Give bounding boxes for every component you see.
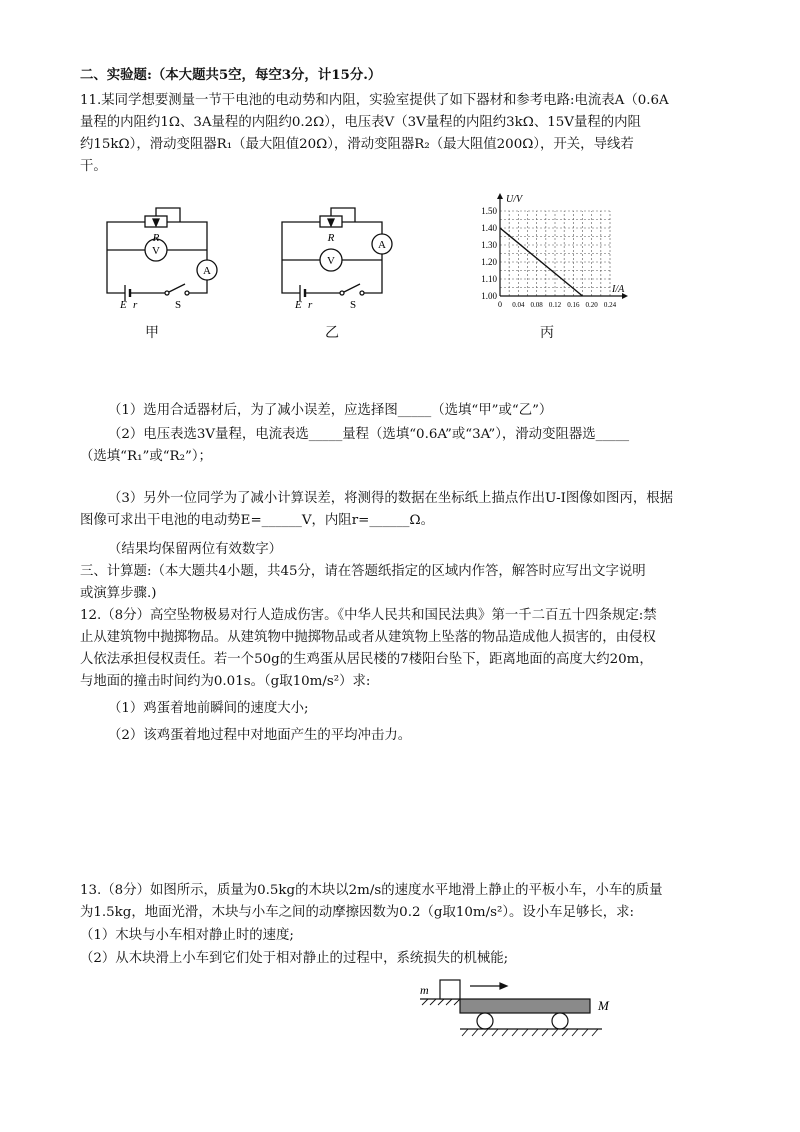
cart-mass-label: M (598, 998, 609, 1013)
jia-voltmeter-symbol: V (152, 245, 160, 257)
q12-stem-line-2: 止从建筑物中抛掷物品。从建筑物中抛掷物品或者从建筑物上坠落的物品造成他人损害的，由侵权 (80, 630, 656, 645)
u-i-graph-bing (460, 190, 640, 315)
section-heading-calculation-1: 三、计算题:（本大题共4小题，共45分，请在答题纸指定的区域内作答，解答时应写出文字说明 (80, 564, 646, 579)
q11-stem-line-3: 约15kΩ），滑动变阻器R₁（最大阻值20Ω），滑动变阻器R₂（最大阻值200Ω），开关，导线若 (80, 137, 634, 152)
q11-note: （结果均保留两位有效数字） (108, 542, 283, 557)
section-heading-calculation-2: 或演算步骤.) (80, 586, 157, 601)
chart-xtick-label: 0.08 (530, 301, 543, 309)
jia-ammeter-symbol: A (203, 265, 211, 277)
yi-r-label: r (308, 299, 313, 310)
block-mass-label: m (420, 983, 429, 997)
jia-E-label: E (120, 299, 127, 310)
q11-sub2-line-2: （选填“R₁”或“R₂”）； (80, 449, 212, 464)
chart-xtick-label: 0.16 (567, 301, 580, 309)
q12-stem-line-3: 人依法承担侵权责任。若一个50g的生鸡蛋从居民楼的7楼阳台坠下，距离地面的高度大约20m， (80, 652, 653, 667)
q12-sub1: （1）鸡蛋着地前瞬间的速度大小; (108, 701, 309, 716)
q11-stem-line-4: 干。 (80, 159, 107, 174)
chart-xtick-label: 0.24 (603, 301, 617, 309)
q11-sub1: （1）选用合适器材后，为了减小误差，应选择图_____（选填“甲”或“乙”） (108, 403, 553, 418)
chart-xtick-label: 0.12 (548, 301, 562, 309)
q11-sub3-line-1: （3）另外一位同学为了减小计算误差，将测得的数据在坐标纸上描点作出U-I图像如图丙，根据 (108, 491, 674, 506)
chart-xtick-label: 0.20 (585, 301, 598, 309)
q13-stem-line-2: 为1.5kg，地面光滑，木块与小车之间的动摩擦因数为0.2（g取10m/s²）。设小车足够长，求: (80, 905, 635, 920)
chart-ytick-label: 1.40 (481, 223, 497, 233)
chart-ytick-label: 1.00 (481, 291, 497, 301)
yi-voltmeter-symbol: V (327, 255, 335, 267)
q11-sub3-line-2: 图像可求出干电池的电动势E=______V，内阻r=______Ω。 (80, 513, 434, 528)
circuit-diagram-jia (95, 200, 225, 310)
block-cart-diagram (412, 972, 632, 1052)
chart-ylabel: U/V (506, 194, 523, 205)
yi-ammeter-symbol: A (378, 239, 386, 251)
chart-ytick-label: 1.10 (481, 274, 497, 284)
q12-stem-line-4: 与地面的撞击时间约为0.01s。（g取10m/s²）求: (80, 674, 371, 689)
figure-caption-yi: 乙 (325, 325, 339, 341)
chart-origin-label: 0 (498, 300, 502, 309)
yi-E-label: E (295, 299, 302, 310)
chart-xtick-label: 0.04 (512, 301, 525, 309)
q13-sub1: （1）木块与小车相对静止时的速度; (80, 928, 294, 943)
chart-xlabel: I/A (612, 284, 625, 295)
jia-S-label: S (175, 299, 182, 310)
chart-ytick-label: 1.30 (481, 240, 497, 250)
jia-r-label: r (133, 299, 138, 310)
q13-sub2: （2）从木块滑上小车到它们处于相对静止的过程中，系统损失的机械能; (80, 951, 509, 966)
circuit-diagram-yi (270, 200, 400, 310)
chart-ytick-label: 1.50 (481, 206, 497, 216)
q11-sub2-line-1: （2）电压表选3V量程，电流表选_____量程（选填“0.6A”或“3A”），滑动变阻器选_____ (108, 427, 630, 442)
q12-sub2: （2）该鸡蛋着地过程中对地面产生的平均冲击力。 (108, 728, 412, 743)
figure-caption-jia: 甲 (145, 325, 159, 341)
q11-stem-line-1: 11.某同学想要测量一节干电池的电动势和内阻，实验室提供了如下器材和参考电路:电流表A（0.6A (80, 93, 669, 108)
chart-ytick-label: 1.20 (481, 257, 497, 267)
yi-S-label: S (350, 299, 357, 310)
jia-R-label: R (152, 232, 160, 244)
section-heading-experiment: 二、实验题:（本大题共5空，每空3分，计15分.） (80, 67, 382, 83)
figure-caption-bing: 丙 (540, 325, 554, 341)
yi-R-label: R (327, 232, 335, 244)
q11-stem-line-2: 量程的内阻约1Ω、3A量程的内阻约0.2Ω），电压表V（3V量程的内阻约3kΩ、15V量程的内阻 (80, 115, 641, 130)
q12-stem-line-1: 12.（8分）高空坠物极易对行人造成伤害。《中华人民共和国民法典》第一千二百五十四条规定:禁 (80, 608, 657, 623)
q13-stem-line-1: 13.（8分）如图所示，质量为0.5kg的木块以2m/s的速度水平地滑上静止的平板小车，小车的质量 (80, 883, 663, 898)
chart-y-arrow (497, 193, 503, 199)
